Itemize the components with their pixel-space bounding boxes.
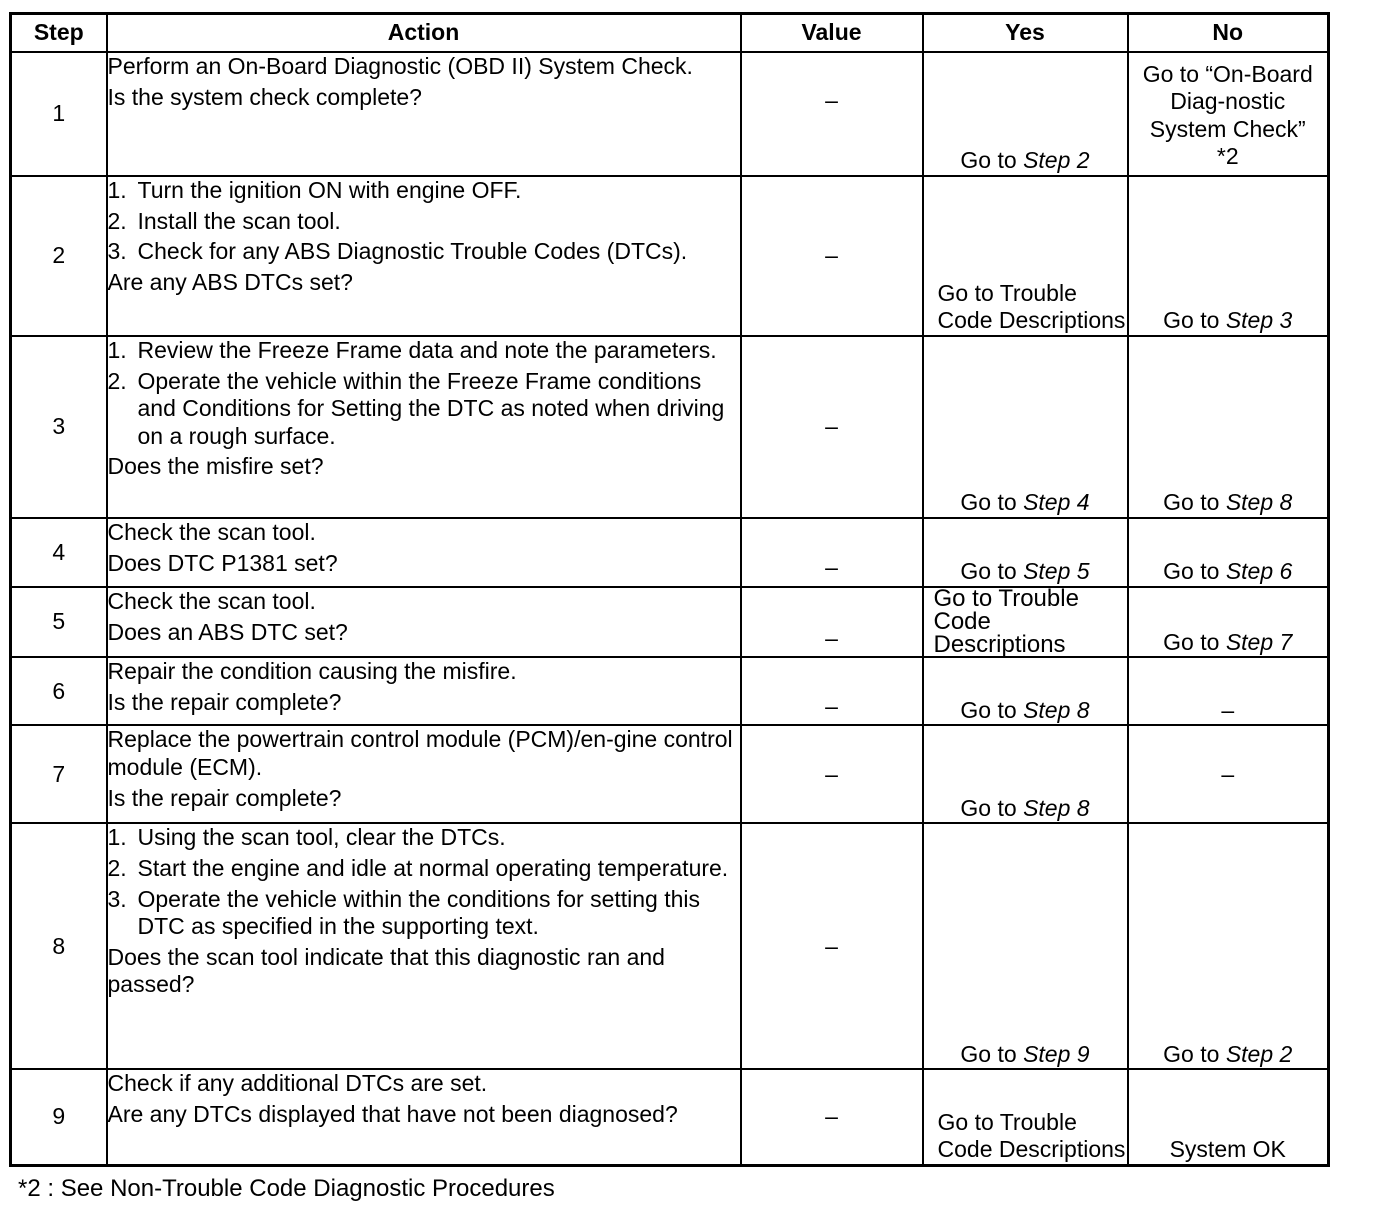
header-action: Action <box>107 14 741 53</box>
item-number: 3. <box>107 885 127 912</box>
value-cell: – <box>741 176 923 336</box>
item-text: Turn the ignition ON with engine OFF. <box>137 177 522 203</box>
action-question: Are any ABS DTCs set? <box>107 268 353 295</box>
yes-cell: Go to Trouble Code Descriptions <box>923 1069 1128 1165</box>
step-number: 9 <box>11 1069 107 1165</box>
header-value: Value <box>741 14 923 53</box>
yes-prefix: Go to <box>960 558 1024 585</box>
item-text: Start the engine and idle at normal operating temperature. <box>137 854 729 881</box>
action-cell <box>107 823 741 1069</box>
yes-cell <box>923 725 1128 823</box>
value-cell: – <box>741 1069 923 1165</box>
action-item <box>108 238 740 266</box>
no-cell <box>1128 176 1329 336</box>
no-cell <box>1128 823 1329 1069</box>
step-number: 7 <box>11 725 107 823</box>
value-cell: – <box>741 518 923 587</box>
item-number: 1. <box>107 824 127 851</box>
action-text: Check the scan tool. <box>107 588 316 614</box>
value-cell: – <box>741 823 923 1069</box>
yes-prefix: Go to <box>960 696 1024 723</box>
item-number: 1. <box>107 177 127 203</box>
action-item <box>108 177 740 205</box>
value-cell: – <box>741 725 923 823</box>
table-row <box>11 725 1329 823</box>
no-prefix: Go to <box>1163 489 1226 516</box>
action-cell <box>107 52 741 176</box>
no-step-ref: Step 2 <box>1225 1040 1293 1067</box>
step-number: 6 <box>11 657 107 725</box>
action-question: Does the misfire set? <box>107 453 324 480</box>
header-no: No <box>1128 14 1329 53</box>
no-cell: – <box>1128 657 1329 725</box>
item-text: Check for any ABS Diagnostic Trouble Codes (DTCs). <box>137 238 688 265</box>
item-number: 3. <box>107 238 127 265</box>
yes-step-ref: Step 8 <box>1023 696 1090 723</box>
no-step-ref: Step 6 <box>1225 558 1293 585</box>
action-cell <box>107 518 741 587</box>
yes-cell <box>923 52 1128 176</box>
step-number: 3 <box>11 336 107 518</box>
step-number: 2 <box>11 176 107 336</box>
step-number: 5 <box>11 587 107 657</box>
step-number: 4 <box>11 518 107 587</box>
yes-prefix: Go to <box>960 794 1024 821</box>
action-question: Is the repair complete? <box>107 784 342 811</box>
table-row <box>11 176 1329 336</box>
yes-cell <box>923 518 1128 587</box>
no-prefix: Go to <box>1163 628 1226 655</box>
action-question: Does an ABS DTC set? <box>107 618 348 645</box>
action-item <box>108 337 740 365</box>
table-row <box>11 1069 1329 1165</box>
action-question: Is the repair complete? <box>107 688 342 715</box>
action-item <box>108 824 740 852</box>
action-text: Repair the condition causing the misfire. <box>107 658 517 685</box>
value-cell: – <box>741 52 923 176</box>
yes-cell: Go to Trouble Code Descriptions <box>923 587 1128 657</box>
yes-cell <box>923 336 1128 518</box>
no-cell: System OK <box>1128 1069 1329 1165</box>
no-step-ref: Step 8 <box>1225 489 1293 516</box>
action-text: Check the scan tool. <box>107 519 316 545</box>
action-item <box>108 208 740 236</box>
item-text: Operate the vehicle within the Freeze Frame conditions and Conditions for Setting the DTC as noted when driving on a rough surface. <box>137 367 725 449</box>
item-number: 2. <box>107 854 127 881</box>
no-prefix: Go to <box>1163 307 1226 334</box>
yes-prefix: Go to <box>960 489 1024 516</box>
step-number: 1 <box>11 52 107 176</box>
no-prefix: Go to <box>1163 1040 1226 1067</box>
table-row <box>11 52 1329 176</box>
yes-step-ref: Step 9 <box>1023 1040 1090 1067</box>
yes-step-ref: Step 4 <box>1023 489 1090 516</box>
yes-step-ref: Step 5 <box>1023 558 1090 585</box>
value-cell: – <box>741 336 923 518</box>
action-text: Perform an On-Board Diagnostic (OBD II) System Check. <box>107 53 693 79</box>
table-row <box>11 518 1329 587</box>
action-cell <box>107 587 741 657</box>
action-question: Is the system check complete? <box>107 83 422 110</box>
no-cell <box>1128 336 1329 518</box>
action-item <box>108 855 740 883</box>
table-row <box>11 657 1329 725</box>
action-cell <box>107 725 741 823</box>
item-number: 1. <box>107 337 127 363</box>
item-number: 2. <box>107 367 127 394</box>
yes-prefix: Go to <box>960 1040 1024 1067</box>
action-item <box>108 886 740 941</box>
no-cell <box>1128 518 1329 587</box>
no-step-ref: Step 3 <box>1225 307 1293 334</box>
table-header-row <box>11 14 1329 53</box>
header-step: Step <box>11 14 107 53</box>
item-number: 2. <box>107 207 127 234</box>
action-cell <box>107 336 741 518</box>
action-text: Check if any additional DTCs are set. <box>107 1070 488 1097</box>
yes-prefix: Go to <box>960 147 1024 174</box>
footnote: *2 : See Non-Trouble Code Diagnostic Procedures <box>18 1175 555 1202</box>
action-cell <box>107 176 741 336</box>
action-text: Replace the powertrain control module (PCM)/en-gine control module (ECM). <box>107 726 733 780</box>
item-text: Review the Freeze Frame data and note the parameters. <box>137 337 717 363</box>
no-cell <box>1128 587 1329 657</box>
item-text: Using the scan tool, clear the DTCs. <box>137 824 506 851</box>
yes-cell <box>923 657 1128 725</box>
action-question: Does DTC P1381 set? <box>107 549 338 576</box>
step-number: 8 <box>11 823 107 1069</box>
action-item <box>108 368 740 451</box>
yes-cell: Go to Trouble Code Descriptions <box>923 176 1128 336</box>
item-text: Install the scan tool. <box>137 207 341 234</box>
yes-cell <box>923 823 1128 1069</box>
no-cell: – <box>1128 725 1329 823</box>
no-step-ref: Step 7 <box>1225 628 1293 655</box>
table-row <box>11 823 1329 1069</box>
no-prefix: Go to <box>1163 558 1226 585</box>
yes-step-ref: Step 8 <box>1023 794 1090 821</box>
action-cell <box>107 657 741 725</box>
action-question: Are any DTCs displayed that have not been diagnosed? <box>107 1100 678 1127</box>
action-cell <box>107 1069 741 1165</box>
value-cell: – <box>741 587 923 657</box>
yes-step-ref: Step 2 <box>1023 147 1090 174</box>
table-row <box>11 587 1329 657</box>
action-question: Does the scan tool indicate that this diagnostic ran and passed? <box>107 943 665 998</box>
diagnostic-table <box>9 12 1330 1167</box>
no-cell: Go to “On-Board Diag-nostic System Check” *2 <box>1128 52 1329 176</box>
header-yes: Yes <box>923 14 1128 53</box>
value-cell: – <box>741 657 923 725</box>
item-text: Operate the vehicle within the conditions for setting this DTC as specified in the supporting text. <box>137 885 701 940</box>
table-row <box>11 336 1329 518</box>
